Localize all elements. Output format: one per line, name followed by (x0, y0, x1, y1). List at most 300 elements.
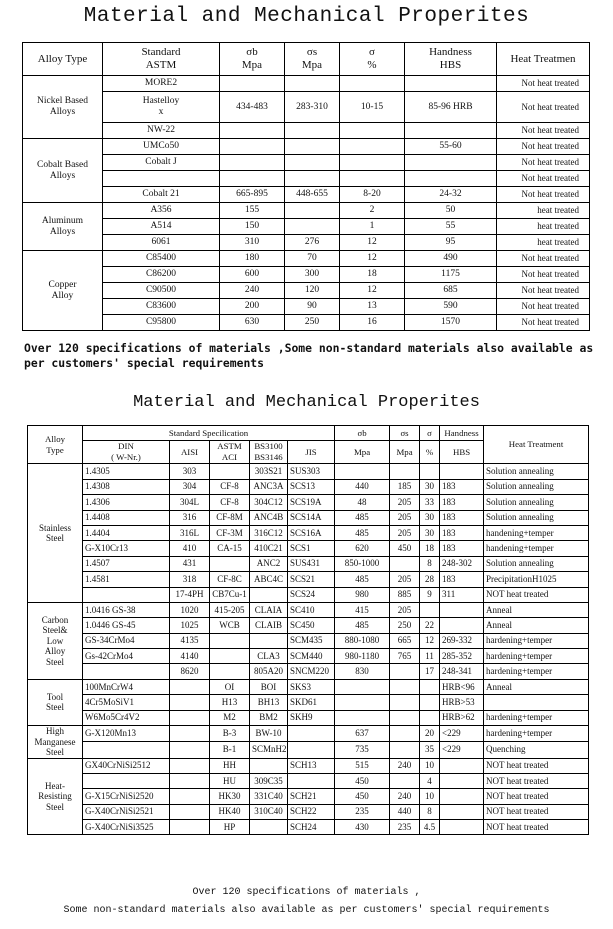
heat-treatment: Not heat treated (497, 92, 590, 123)
aisi-value (170, 742, 210, 758)
col-header-yield-line: Mpa (301, 59, 323, 71)
tensile-value (220, 123, 285, 139)
heat-treatment: heat treated (497, 219, 590, 235)
heat-treatment: NOT heat treated (484, 773, 589, 788)
yield-value (390, 464, 420, 479)
alloy-type-line: Carbon (41, 614, 69, 625)
elongation-value: 13 (340, 299, 405, 315)
heat-treatment: hardening+temper (484, 633, 589, 648)
jis-value: SCS16A (288, 525, 335, 540)
astm-standard (103, 171, 220, 187)
col-header-heat: Heat Treatmen (497, 43, 590, 76)
table-row (28, 495, 589, 510)
yield-value (390, 664, 420, 679)
bs-value: CLAIB (250, 618, 288, 633)
heat-treatment: hardening+temper (484, 710, 589, 725)
din-value: GX40CrNiSi2512 (83, 758, 170, 773)
bs-value: BM2 (250, 710, 288, 725)
hardness-value: 50 (405, 203, 497, 219)
din-value: 1.4404 (83, 525, 170, 540)
alloy-type (28, 602, 83, 679)
table-row (28, 695, 589, 710)
heat-treatment: Solution annealing (484, 479, 589, 494)
astm-standard: C95800 (103, 315, 220, 331)
astm-value: HH (210, 758, 250, 773)
footer-note-line-2: Some non-standard materials also available as per customers' special requirements (63, 905, 550, 916)
jis-value: SCS21 (288, 572, 335, 587)
col-header-standard: Standard Specilication (83, 426, 335, 441)
heat-treatment: NOT heat treated (484, 758, 589, 773)
alloy-type (28, 758, 83, 835)
elongation-value (340, 155, 405, 171)
hardness-value: 183 (440, 525, 484, 540)
col-header-yield-line: σs (306, 46, 318, 58)
bs-value (250, 633, 288, 648)
aisi-value: 4135 (170, 633, 210, 648)
alloy-type-line: Aluminum (41, 215, 84, 226)
yield-value: 276 (285, 235, 340, 251)
aisi-value: 318 (170, 572, 210, 587)
bs-value: 310C40 (250, 804, 288, 819)
bs-value (250, 820, 288, 835)
bs-value (250, 758, 288, 773)
table-row (28, 820, 589, 835)
aisi-value (170, 758, 210, 773)
hardness-value: 269-332 (440, 633, 484, 648)
hardness-value: 685 (405, 283, 497, 299)
tensile-value: 485 (335, 525, 390, 540)
tensile-value: 830 (335, 664, 390, 679)
tensile-value (335, 679, 390, 694)
table-row (23, 76, 590, 92)
yield-value (390, 695, 420, 710)
heat-treatment: handening+temper (484, 525, 589, 540)
col-header-astm-line: ASTM (217, 441, 242, 452)
tensile-value: 434-483 (220, 92, 285, 123)
hardness-value: 285-352 (440, 649, 484, 664)
hardness-value: 95 (405, 235, 497, 251)
astm-value: CF-8 (210, 479, 250, 494)
header-row (23, 43, 590, 76)
astm-value (210, 464, 250, 479)
alloy-type (23, 76, 103, 139)
astm-value: HU (210, 773, 250, 788)
jis-value: SCS1 (288, 541, 335, 556)
din-value: 1.0446 GS-45 (83, 618, 170, 633)
aisi-value: 304 (170, 479, 210, 494)
yield-value (285, 139, 340, 155)
elongation-value: 35 (420, 742, 440, 758)
heat-treatment: Not heat treated (497, 299, 590, 315)
yield-value (390, 679, 420, 694)
tensile-value: 515 (335, 758, 390, 773)
jis-value: SCH21 (288, 789, 335, 804)
jis-value (288, 726, 335, 742)
astm-value: B-3 (210, 726, 250, 742)
tensile-value: 440 (335, 479, 390, 494)
tensile-value: 880-1080 (335, 633, 390, 648)
heat-treatment: Not heat treated (497, 76, 590, 92)
table-row (23, 251, 590, 267)
elongation-value: 30 (420, 510, 440, 525)
col-header-aisi: AISI (170, 441, 210, 464)
astm-value: HK30 (210, 789, 250, 804)
heat-treatment: Not heat treated (497, 187, 590, 203)
elongation-value: 8 (420, 804, 440, 819)
tensile-value: 980 (335, 587, 390, 602)
table-row (28, 464, 589, 479)
yield-value: 240 (390, 789, 420, 804)
astm-value: WCB (210, 618, 250, 633)
table-row (28, 510, 589, 525)
jis-value: SCS24 (288, 587, 335, 602)
table-row (23, 187, 590, 203)
tensile-value: 630 (220, 315, 285, 331)
tensile-value: 155 (220, 203, 285, 219)
yield-value: 300 (285, 267, 340, 283)
elongation-value: 30 (420, 479, 440, 494)
col-header-yield-unit: Mpa (390, 441, 420, 464)
elongation-value: 9 (420, 587, 440, 602)
hardness-value: 590 (405, 299, 497, 315)
aisi-value: 316 (170, 510, 210, 525)
astm-value: CA-15 (210, 541, 250, 556)
heat-treatment: Not heat treated (497, 267, 590, 283)
jis-value: SKH9 (288, 710, 335, 725)
table-row (23, 283, 590, 299)
tensile-value (335, 695, 390, 710)
aisi-value (170, 773, 210, 788)
hardness-value: 183 (440, 541, 484, 556)
bs-value: 331C40 (250, 789, 288, 804)
astm-value: 415-205 (210, 602, 250, 617)
alloy-type (28, 726, 83, 759)
alloy-type-line: High (46, 726, 64, 737)
astm-value: B-1 (210, 742, 250, 758)
alloy-type-line: Steel (46, 656, 64, 667)
jis-value: SNCM220 (288, 664, 335, 679)
yield-value: 205 (390, 602, 420, 617)
elongation-value: 16 (340, 315, 405, 331)
heat-treatment: Anneal (484, 618, 589, 633)
yield-value: 205 (390, 495, 420, 510)
elongation-value: 4 (420, 773, 440, 788)
din-value: 1.4408 (83, 510, 170, 525)
aisi-value: 8620 (170, 664, 210, 679)
din-value (83, 742, 170, 758)
section-title: Material and Mechanical Properites (133, 393, 480, 412)
col-header-tensile-line: Mpa (241, 59, 263, 71)
bs-value: 805A20 (250, 664, 288, 679)
tensile-value (220, 171, 285, 187)
yield-value (285, 76, 340, 92)
footer-note-line-1: Over 120 specifications of materials , (192, 887, 421, 898)
table-row (28, 664, 589, 679)
table-row (23, 235, 590, 251)
astm-standard: Cobalt J (103, 155, 220, 171)
heat-treatment: Anneal (484, 602, 589, 617)
elongation-value: 10 (420, 758, 440, 773)
tensile-value: 235 (335, 804, 390, 819)
jis-value: SUS303 (288, 464, 335, 479)
aisi-value: 431 (170, 556, 210, 571)
alloy-type-line: Manganese (34, 736, 76, 747)
yield-value: 235 (390, 820, 420, 835)
astm-standard: C86200 (103, 267, 220, 283)
hardness-value: 55 (405, 219, 497, 235)
jis-value: SKS3 (288, 679, 335, 694)
yield-value: 70 (285, 251, 340, 267)
hardness-value (440, 464, 484, 479)
hardness-value: 183 (440, 479, 484, 494)
col-header-din (83, 441, 170, 464)
col-header-elongation: σ (420, 426, 440, 441)
elongation-value: 20 (420, 726, 440, 742)
alloy-type (28, 464, 83, 603)
din-value: G-X40CrNiSi3525 (83, 820, 170, 835)
jis-value: SC410 (288, 602, 335, 617)
hardness-value: 24-32 (405, 187, 497, 203)
alloy-type-line: Alloy (51, 290, 74, 301)
astm-standard: 6061 (103, 235, 220, 251)
table-row (28, 742, 589, 758)
din-value: 1.4507 (83, 556, 170, 571)
astm-value: CB7Cu-1 (210, 587, 250, 602)
heat-treatment: hardening+temper (484, 649, 589, 664)
jis-value: SKD61 (288, 695, 335, 710)
elongation-value: 17 (420, 664, 440, 679)
tensile-value: 600 (220, 267, 285, 283)
alloy-type-line: Steel (46, 747, 64, 758)
col-header-elongation-line: % (367, 59, 377, 71)
yield-value (285, 219, 340, 235)
table-row (28, 602, 589, 617)
col-header-standard-line: ASTM (145, 59, 177, 71)
col-header-heat: Heat Treatment (484, 426, 589, 464)
heat-treatment: Not heat treated (497, 315, 590, 331)
jis-value: SCM440 (288, 649, 335, 664)
col-header-hardness-unit: HBS (440, 441, 484, 464)
din-value: GS-34CrMo4 (83, 633, 170, 648)
astm-value: CF-8 (210, 495, 250, 510)
aisi-value: 410 (170, 541, 210, 556)
hardness-value: <229 (440, 742, 484, 758)
aisi-value (170, 695, 210, 710)
alloy-type-line: Tool (46, 691, 64, 702)
aisi-value: 17-4PH (170, 587, 210, 602)
tensile-value: 310 (220, 235, 285, 251)
col-header-tensile (220, 43, 285, 76)
hardness-value (440, 773, 484, 788)
table-row (23, 267, 590, 283)
bs-value: 303S21 (250, 464, 288, 479)
table-row (23, 123, 590, 139)
bs-value: 410C21 (250, 541, 288, 556)
elongation-value: 2 (340, 203, 405, 219)
tensile-value: 485 (335, 618, 390, 633)
alloy-type-line: Low (46, 635, 64, 646)
yield-value: 440 (390, 804, 420, 819)
yield-value: 450 (390, 541, 420, 556)
yield-value: 205 (390, 572, 420, 587)
table-row (28, 572, 589, 587)
hardness-value: 85-96 HRB (405, 92, 497, 123)
properties-table-1 (22, 42, 590, 331)
yield-value (390, 742, 420, 758)
col-header-alloy-line: Alloy (44, 433, 66, 444)
tensile-value: 450 (335, 773, 390, 788)
aisi-value (170, 789, 210, 804)
heat-treatment: Quenching (484, 742, 589, 758)
din-value: 100MnCrW4 (83, 679, 170, 694)
hardness-value: 490 (405, 251, 497, 267)
elongation-value: 12 (340, 235, 405, 251)
table-row (28, 556, 589, 571)
hardness-value: HRB<96 (440, 679, 484, 694)
heat-treatment: Not heat treated (497, 283, 590, 299)
astm-standard (103, 92, 220, 123)
tensile-value: 485 (335, 572, 390, 587)
yield-value: 765 (390, 649, 420, 664)
aisi-value: 304L (170, 495, 210, 510)
yield-value (285, 171, 340, 187)
elongation-value: 33 (420, 495, 440, 510)
tensile-value: 430 (335, 820, 390, 835)
table-row (23, 203, 590, 219)
yield-value: 90 (285, 299, 340, 315)
table-row (28, 679, 589, 694)
heat-treatment: Not heat treated (497, 123, 590, 139)
heat-treatment: Not heat treated (497, 155, 590, 171)
col-header-bs (250, 441, 288, 464)
din-value (83, 664, 170, 679)
alloy-type (23, 251, 103, 331)
jis-value: SCS14A (288, 510, 335, 525)
table-row (28, 773, 589, 788)
yield-value: 448-655 (285, 187, 340, 203)
table-row (28, 525, 589, 540)
hardness-value: 183 (440, 572, 484, 587)
table-row (28, 479, 589, 494)
jis-value (288, 773, 335, 788)
col-header-elongation-unit: % (420, 441, 440, 464)
heat-treatment: NOT heat treated (484, 804, 589, 819)
astm-value: CF-3M (210, 525, 250, 540)
alloy-type-line: Alloys (49, 107, 76, 117)
astm-value: CF-8M (210, 510, 250, 525)
din-value (83, 773, 170, 788)
col-header-hardness-line: HBS (439, 59, 462, 71)
aisi-value: 303 (170, 464, 210, 479)
col-header-tensile: σb (335, 426, 390, 441)
heat-treatment: heat treated (497, 235, 590, 251)
col-header-standard-line: Standard (141, 46, 181, 58)
tensile-value: 485 (335, 510, 390, 525)
alloy-type-line: Stainless (38, 522, 71, 533)
tensile-value: 665-895 (220, 187, 285, 203)
yield-value: 240 (390, 758, 420, 773)
aisi-value: 4140 (170, 649, 210, 664)
col-header-bs-line: BS3146 (254, 452, 283, 463)
table-row (28, 726, 589, 742)
din-value: 1.4306 (83, 495, 170, 510)
astm-value: HK40 (210, 804, 250, 819)
col-header-yield: σs (390, 426, 420, 441)
bs-value: 304C12 (250, 495, 288, 510)
col-header-hardness-line: Handness (429, 46, 472, 58)
elongation-value: 18 (340, 267, 405, 283)
hardness-value: 248-302 (440, 556, 484, 571)
din-value: G-X10Cr13 (83, 541, 170, 556)
elongation-value: 28 (420, 572, 440, 587)
alloy-type (23, 139, 103, 203)
jis-value: SCS19A (288, 495, 335, 510)
col-header-din-line: ( W-Nr.) (111, 452, 141, 463)
heat-treatment: Solution annealing (484, 464, 589, 479)
col-header-hardness (405, 43, 497, 76)
hardness-value: HRB>53 (440, 695, 484, 710)
yield-value: 205 (390, 525, 420, 540)
astm-value: OI (210, 679, 250, 694)
heat-treatment: NOT heat treated (484, 820, 589, 835)
hardness-value: 248-341 (440, 664, 484, 679)
alloy-type-line: Steel (46, 702, 64, 713)
alloy-type-line: Steel (46, 801, 64, 812)
tensile-value: 735 (335, 742, 390, 758)
hardness-value: 183 (440, 495, 484, 510)
col-header-astm-line: ACI (221, 452, 238, 463)
yield-value: 250 (390, 618, 420, 633)
col-header-jis: JIS (288, 441, 335, 464)
elongation-value: 18 (420, 541, 440, 556)
elongation-value: 4.5 (420, 820, 440, 835)
heat-treatment: Solution annealing (484, 495, 589, 510)
hardness-value (440, 618, 484, 633)
aisi-value: 1020 (170, 602, 210, 617)
yield-value: 120 (285, 283, 340, 299)
yield-value (390, 726, 420, 742)
table-row (23, 299, 590, 315)
tensile-value (220, 76, 285, 92)
hardness-value: 55-60 (405, 139, 497, 155)
col-header-standard (103, 43, 220, 76)
col-header-yield (285, 43, 340, 76)
header-row (28, 426, 589, 441)
heat-treatment: PrecipitationH1025 (484, 572, 589, 587)
heat-treatment: Anneal (484, 679, 589, 694)
bs-value: ANC3A (250, 479, 288, 494)
tensile-value: 415 (335, 602, 390, 617)
elongation-value (420, 679, 440, 694)
hardness-value: 183 (440, 510, 484, 525)
table-row (28, 649, 589, 664)
hardness-value (440, 804, 484, 819)
tensile-value: 48 (335, 495, 390, 510)
hardness-value (405, 171, 497, 187)
table-row (28, 789, 589, 804)
yield-value: 665 (390, 633, 420, 648)
elongation-value: 12 (420, 633, 440, 648)
aisi-value (170, 679, 210, 694)
hardness-value (440, 789, 484, 804)
bs-value: ANC2 (250, 556, 288, 571)
bs-value: BW-10 (250, 726, 288, 742)
din-value (83, 587, 170, 602)
alloy-type-line: Alloy (44, 646, 66, 657)
table-row (23, 139, 590, 155)
hardness-value: 1570 (405, 315, 497, 331)
elongation-value: 30 (420, 525, 440, 540)
